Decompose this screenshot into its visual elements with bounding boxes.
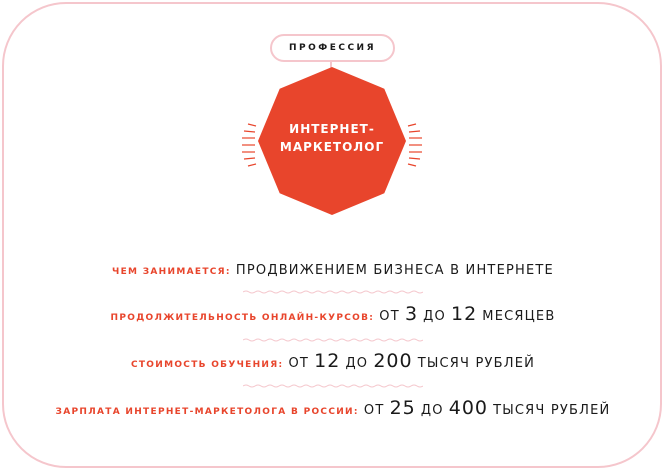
fact-course-duration-from: 3: [404, 303, 419, 325]
divider-3: [243, 384, 423, 388]
fact-tuition-cost-from: 12: [314, 350, 341, 372]
fact-course-duration: [0, 303, 666, 325]
right-accent-marks: [408, 124, 422, 166]
fact-course-duration-label: ПРОДОЛЖИТЕЛЬНОСТЬ ОНЛАЙН-КУРСОВ:: [110, 313, 375, 323]
fact-activity-value: ПРОДВИЖЕНИЕМ БИЗНЕСА В ИНТЕРНЕТЕ: [235, 263, 554, 278]
profession-badge-label: ПРОФЕССИЯ: [288, 43, 377, 53]
fact-tuition-cost-mid: ДО: [345, 356, 369, 371]
profession-title: [262, 120, 402, 156]
fact-tuition-cost-prefix: ОТ: [288, 356, 310, 371]
fact-salary-to: 400: [448, 397, 488, 419]
divider-1: [243, 290, 423, 294]
fact-salary-prefix: ОТ: [363, 403, 385, 418]
profession-title-line2: МАРКЕТОЛОГ: [279, 140, 385, 154]
fact-activity: [0, 259, 666, 278]
fact-course-duration-suffix: МЕСЯЦЕВ: [482, 309, 556, 324]
fact-course-duration-mid: ДО: [423, 309, 446, 324]
fact-salary-mid: ДО: [420, 403, 444, 418]
fact-salary-suffix: ТЫСЯЧ РУБЛЕЙ: [493, 403, 611, 418]
left-accent-marks: [242, 124, 256, 166]
fact-salary: [0, 397, 666, 419]
fact-salary-label: ЗАРПЛАТА ИНТЕРНЕТ-МАРКЕТОЛОГА В РОССИИ:: [55, 407, 359, 417]
fact-salary-from: 25: [389, 397, 416, 419]
fact-tuition-cost: [0, 350, 666, 372]
fact-course-duration-prefix: ОТ: [379, 309, 400, 324]
fact-tuition-cost-to: 200: [373, 350, 413, 372]
fact-activity-label: ЧЕМ ЗАНИМАЕТСЯ:: [112, 267, 231, 277]
fact-tuition-cost-label: СТОИМОСТЬ ОБУЧЕНИЯ:: [130, 360, 284, 370]
profession-title-line1: ИНТЕРНЕТ-: [289, 122, 375, 136]
fact-course-duration-to: 12: [451, 303, 478, 325]
fact-tuition-cost-suffix: ТЫСЯЧ РУБЛЕЙ: [417, 356, 536, 371]
divider-2: [243, 338, 423, 342]
